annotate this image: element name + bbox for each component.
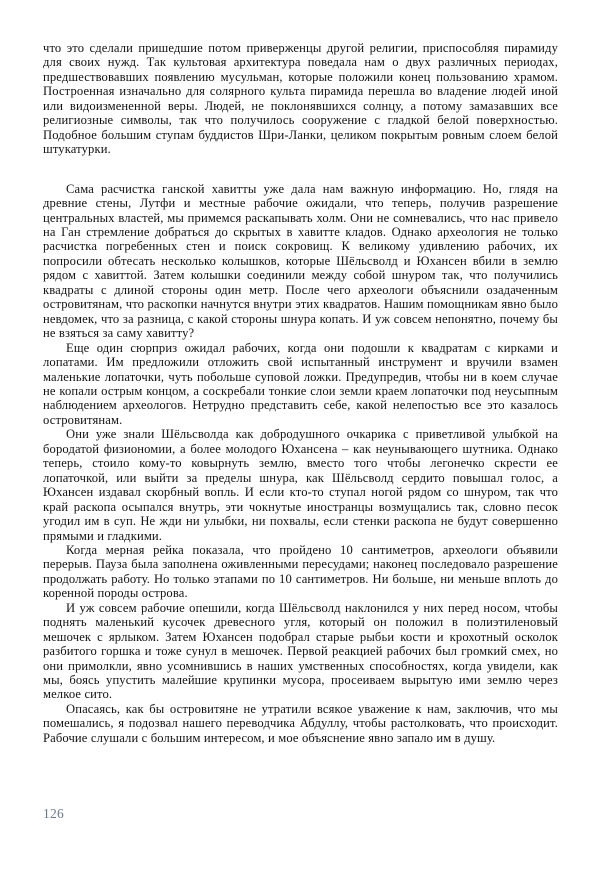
- paragraph: И уж совсем рабочие опешили, когда Шёльсволд наклонился у них перед носом, чтобы поднять маленький кусочек древесного угля, который он положил в полиэтиленовый мешочек с ярлыком. Затем Юхансен подобрал старые рыбьи кости и крохотный осколок разбитого горшка и тоже сунул в мешочек. Первой реакцией рабочих был громкий смех, но они примолкли, явно усомнившись в наших умственных способностях, когда увидели, как мы, боясь упустить малейшие крупинки мусора, просеиваем вырытую ими землю через мелкое сито.: [43, 600, 558, 702]
- paragraph: Еще один сюрприз ожидал рабочих, когда они подошли к квадратам с кирками и лопатами. Им предложили отложить свой испытанный инструмент и вручили взамен маленькие лопаточки, чуть побольше суповой ложки. Предупредив, чтобы ни в коем случае не копали острым концом, а соскребали тонкие слои земли краем лопаточки под неусыпным наблюдением археологов. Нетрудно представить себе, какой нелепостью все это казалось островитянам.: [43, 340, 558, 427]
- paragraph: Опасаясь, как бы островитяне не утратили всякое уважение к нам, заключив, что мы помешались, я подозвал нашего переводчика Абдуллу, чтобы растолковать, что происходит. Рабочие слушали с большим интересом, и мое объяснение явно запало им в душу.: [43, 701, 558, 745]
- paragraph: что это сделали пришедшие потом приверженцы другой религии, приспособляя пирамиду для своих нужд. Так культовая архитектура поведала нам о двух различных периодах, предшествовавших появлению мусульман, которые положили конец пользованию храмом. Построенная изначально для солярного культа пирамида перешла во владение людей иной или видоизмененной веры. Людей, не поклонявшихся солнцу, а потому замазавших все религиозные символы, так что получилось сооружение с гладкой белой поверхностью. Подобное большим ступам буддистов Шри-Ланки, целиком покрытым ровным слоем белой штукатурки.: [43, 41, 558, 157]
- paragraph: Когда мерная рейка показала, что пройдено 10 сантиметров, археологи объявили перерыв. Пауза была заполнена оживленными пересудами; наконец последовало разрешение продолжать работу. Но только этапами по 10 сантиметров. Ни больше, ни меньше вплоть до коренной породы острова.: [43, 542, 558, 601]
- paragraph: Они уже знали Шёльсволда как добродушного очкарика с приветливой улыбкой на бородатой физиономии, а более молодого Юхансена – как неунывающего шутника. Однако теперь, стоило кому-то ковырнуть землю, вместо того чтобы легонечко скрести ее лопаточкой, или выйти за пределы шнура, как Шёльсволд сердито повышал голос, а Юхансен издавал скорбный вопль. И если кто-то ступал ногой рядом со шнуром, так что край раскопа осыпался внутрь, эти чокнутые иностранцы возмущались так, словно песок угодил им в суп. Не жди ни улыбки, ни похвалы, если стенки раскопа не будут совершенно прямыми и гладкими.: [43, 427, 558, 543]
- paragraph: Сама расчистка ганской хавитты уже дала нам важную информацию. Но, глядя на древние стены, Лутфи и местные рабочие ожидали, что теперь, получив разрешение центральных властей, мы примемся раскапывать холм. Они не сомневались, что нас привело на Ган стремление добраться до скрытых в хавитте кладов. Однако археология не только расчистка погребенных стен и поиск сокровищ. К великому удивлению рабочих, их попросили обтесать несколько колышков, которые Шёльсволд и Юхансен вбили в землю рядом с хавиттой. Затем колышки соединили между собой шнуром так, что получились квадраты с длиной стороны один метр. После чего археологи объяснили озадаченным островитянам, что раскопки начнутся внутри этих квадратов. Нашим помощникам явно было невдомек, что за разница, с какой стороны шнура копать. И уж совсем непонятно, почему бы не взяться за саму хавитту?: [43, 181, 558, 341]
- body-text-column: [43, 41, 558, 745]
- page-number: 126: [43, 806, 65, 821]
- paragraph-block-separator: [43, 157, 558, 182]
